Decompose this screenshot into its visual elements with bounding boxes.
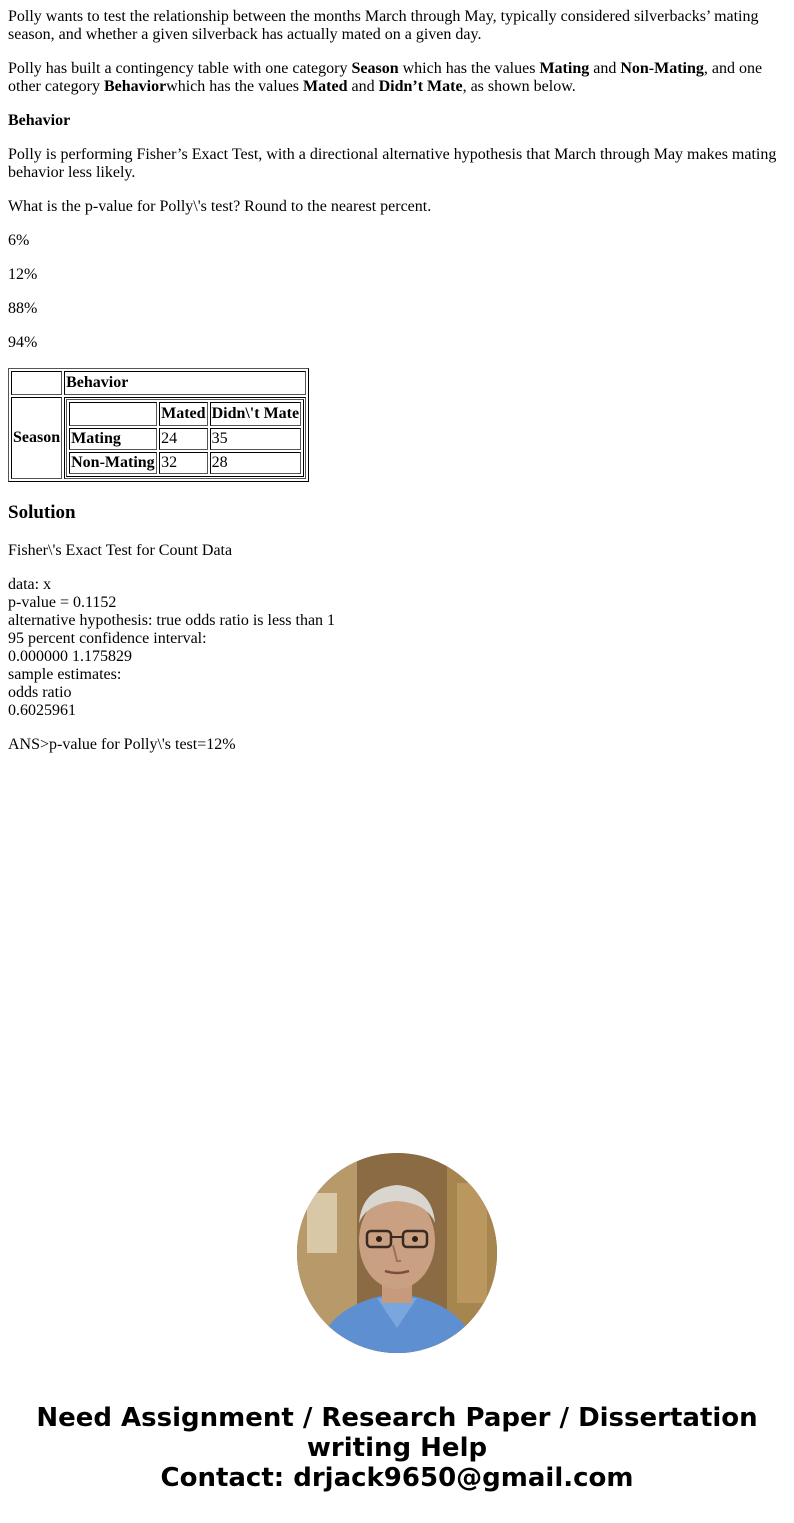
- question-table-description: [8, 60, 786, 96]
- output-line: 0.000000 1.175829: [8, 648, 132, 665]
- table-cell: 35: [210, 428, 302, 450]
- text-span: Polly has built a contingency table with one category: [8, 60, 352, 77]
- text-span: which has the values: [398, 60, 540, 77]
- row-group-header: [11, 397, 62, 479]
- row-header-text: Mating: [71, 430, 121, 447]
- text-span: and: [347, 78, 379, 95]
- answer-option: 88%: [8, 300, 38, 317]
- promo-footer: [0, 1403, 794, 1493]
- column-header: [210, 402, 302, 426]
- table-cell: 24: [159, 428, 207, 450]
- row-header: [69, 428, 157, 450]
- text-span: , and one other category: [8, 60, 763, 95]
- corner-cell: [11, 371, 62, 395]
- row-header-text: Non-Mating: [71, 454, 155, 471]
- table-row: [69, 428, 301, 450]
- row-header: [69, 452, 157, 474]
- output-line: alternative hypothesis: true odds ratio is less than 1: [8, 612, 336, 629]
- value-non-mating: Non-Mating: [620, 60, 704, 77]
- test-output: [8, 576, 786, 720]
- table-row: [11, 397, 306, 479]
- row-group-header-text: Season: [13, 429, 61, 446]
- table-row: [11, 371, 306, 395]
- footer-line: writing Help: [306, 1433, 488, 1463]
- footer-line: Need Assignment / Research Paper / Dissertation: [36, 1403, 758, 1433]
- author-avatar: [297, 1153, 497, 1353]
- output-line: data: x: [8, 576, 52, 593]
- output-line: odds ratio: [8, 684, 72, 701]
- question-test-description: Polly is performing Fisher’s Exact Test, with a directional alternative hypothesis that March through May makes mating behavior less likely.: [8, 146, 777, 181]
- text-span: which has the values: [166, 78, 304, 95]
- value-didnt-mate: Didn’t Mate: [378, 78, 463, 95]
- footer-contact: Contact: drjack9650@gmail.com: [160, 1463, 634, 1493]
- contingency-table: [8, 368, 309, 482]
- output-line: sample estimates:: [8, 666, 122, 683]
- category-behavior: Behavior: [103, 78, 167, 95]
- avatar-portrait-icon: [297, 1153, 497, 1353]
- inner-table: [66, 399, 304, 477]
- column-header-text: Didn\'t Mate: [211, 405, 300, 422]
- value-mated: Mated: [303, 78, 348, 95]
- output-line: p-value = 0.1152: [8, 594, 117, 611]
- question-intro: Polly wants to test the relationship between the months March through May, typically considered silverbacks’ mating season, and whether a given silverback has actually mated on a given day.: [8, 8, 759, 43]
- document-content: [8, 8, 786, 770]
- column-group-header-text: Behavior: [66, 374, 129, 391]
- column-header-text: Mated: [161, 405, 206, 422]
- answer-option: 12%: [8, 266, 38, 283]
- answer-option: 6%: [8, 232, 30, 249]
- value-mating: Mating: [539, 60, 590, 77]
- table-row: [69, 402, 301, 426]
- final-answer: ANS>p-value for Polly\'s test=12%: [8, 736, 236, 753]
- question-prompt: What is the p-value for Polly\'s test? Round to the nearest percent.: [8, 198, 432, 215]
- output-line: 95 percent confidence interval:: [8, 630, 207, 647]
- inner-table-cell: [64, 397, 306, 479]
- behavior-heading: [8, 112, 786, 130]
- column-group-header: [64, 371, 306, 395]
- table-cell: 32: [159, 452, 207, 474]
- table-row: [69, 452, 301, 474]
- text-span: and: [589, 60, 621, 77]
- corner-cell: [69, 402, 157, 426]
- answer-option: 94%: [8, 334, 38, 351]
- behavior-heading-text: Behavior: [8, 112, 71, 129]
- category-season: Season: [351, 60, 399, 77]
- output-line: 0.6025961: [8, 702, 76, 719]
- text-span: , as shown below.: [462, 78, 576, 95]
- solution-title: Fisher\'s Exact Test for Count Data: [8, 542, 233, 559]
- solution-heading: Solution: [8, 502, 76, 523]
- column-header: [159, 402, 207, 426]
- table-cell: 28: [210, 452, 302, 474]
